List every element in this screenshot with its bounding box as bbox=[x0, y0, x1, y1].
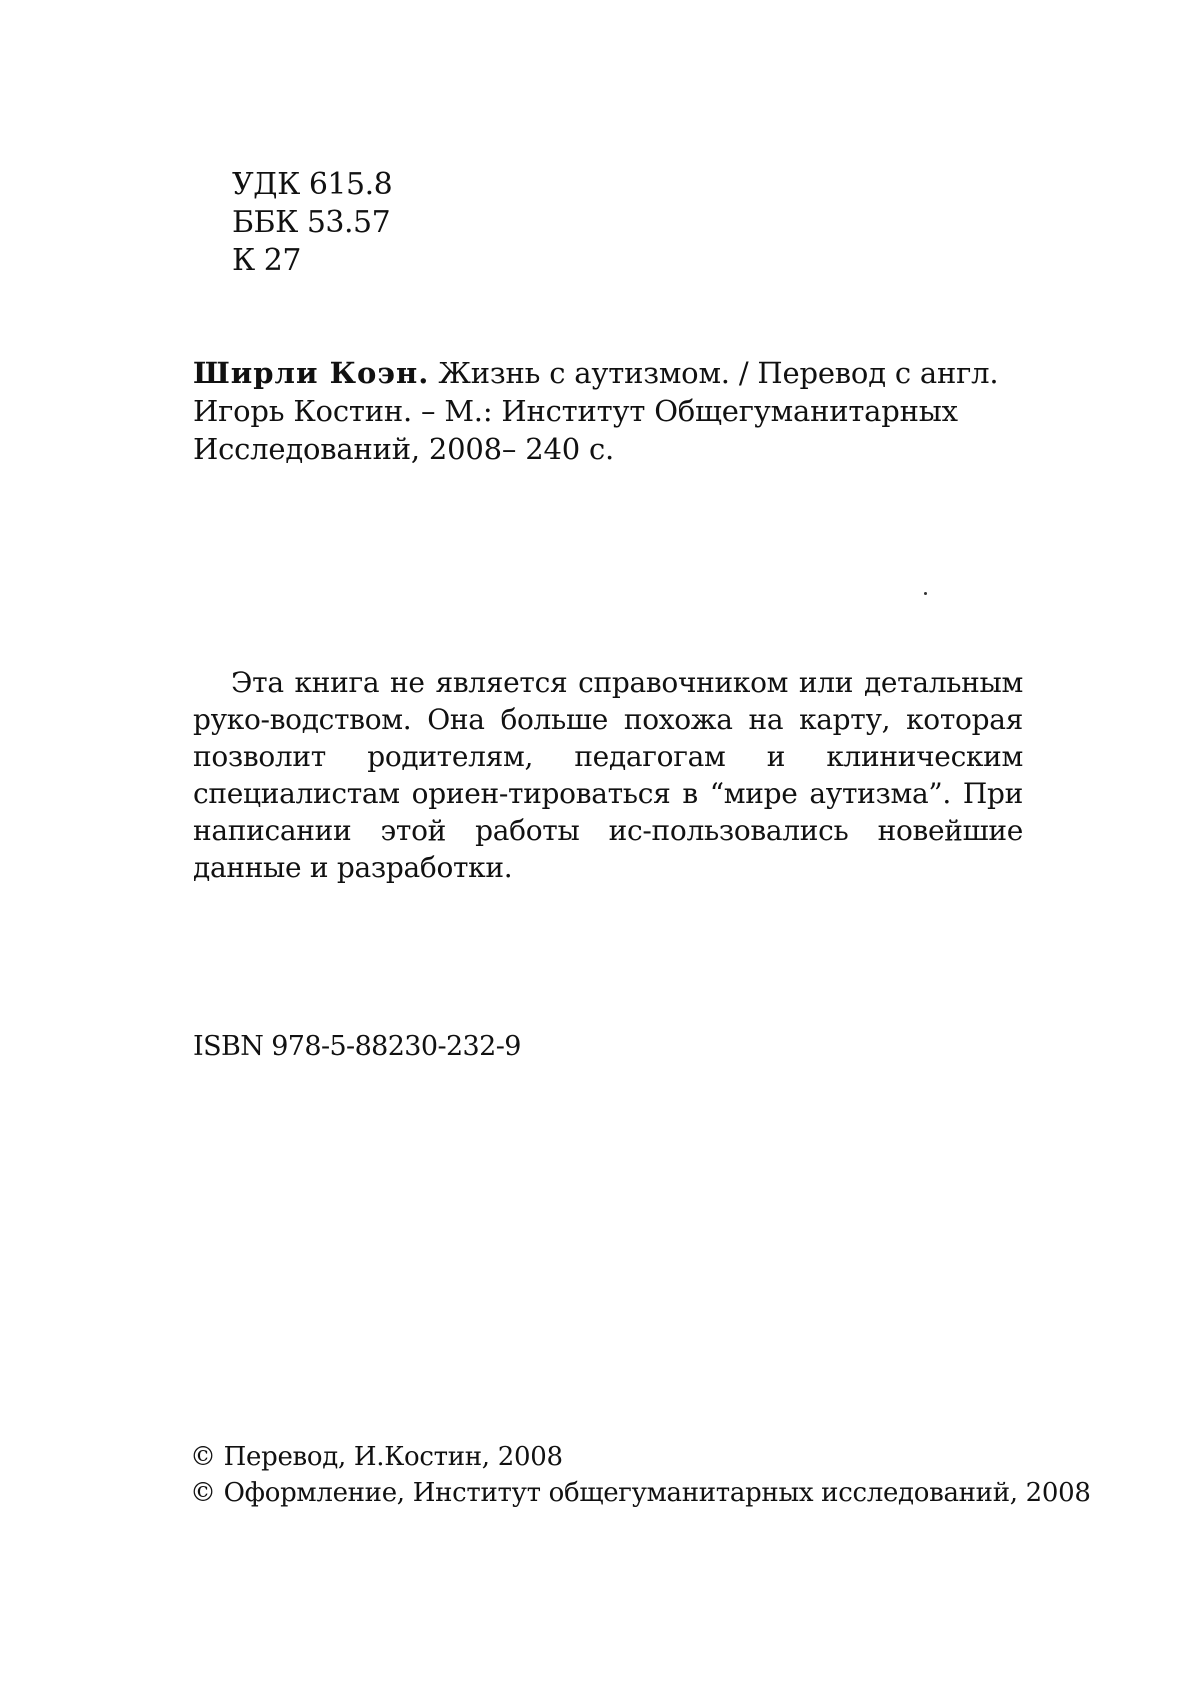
udk-code: УДК 615.8 bbox=[232, 167, 393, 202]
copyright-design: © Оформление, Институт общегуманитарных исследований, 2008 bbox=[190, 1478, 1091, 1508]
copyright-translation: © Перевод, И.Костин, 2008 bbox=[190, 1442, 563, 1472]
bibliographic-record bbox=[193, 354, 1023, 468]
classification-codes bbox=[232, 166, 392, 280]
annotation bbox=[193, 664, 1023, 886]
bbk-code: ББК 53.57 bbox=[232, 205, 391, 240]
author-mark: К 27 bbox=[232, 243, 301, 278]
isbn: ISBN 978-5-88230-232-9 bbox=[193, 1031, 521, 1062]
bib-line-1 bbox=[193, 354, 1023, 392]
author-name: Ширли Коэн. bbox=[193, 356, 430, 390]
bib-line-2: Игорь Костин. – М.: Институт Общегуманитарных bbox=[193, 394, 958, 428]
copyright-notices bbox=[190, 1439, 1091, 1511]
scan-speck bbox=[924, 592, 927, 595]
title-and-translation: Жизнь с аутизмом. / Перевод с англ. bbox=[438, 356, 999, 390]
bib-line-3: Исследований, 2008– 240 с. bbox=[193, 432, 615, 466]
annotation-text: Эта книга не является справочником или детальным руко-водством. Она больше похожа на карту, которая позволит родителям, педагогам и клиническим специалистам ориен-тироваться в “мире аутизма”. При написании этой работы ис-пользовались новейшие данные и разработки. bbox=[193, 666, 1023, 884]
